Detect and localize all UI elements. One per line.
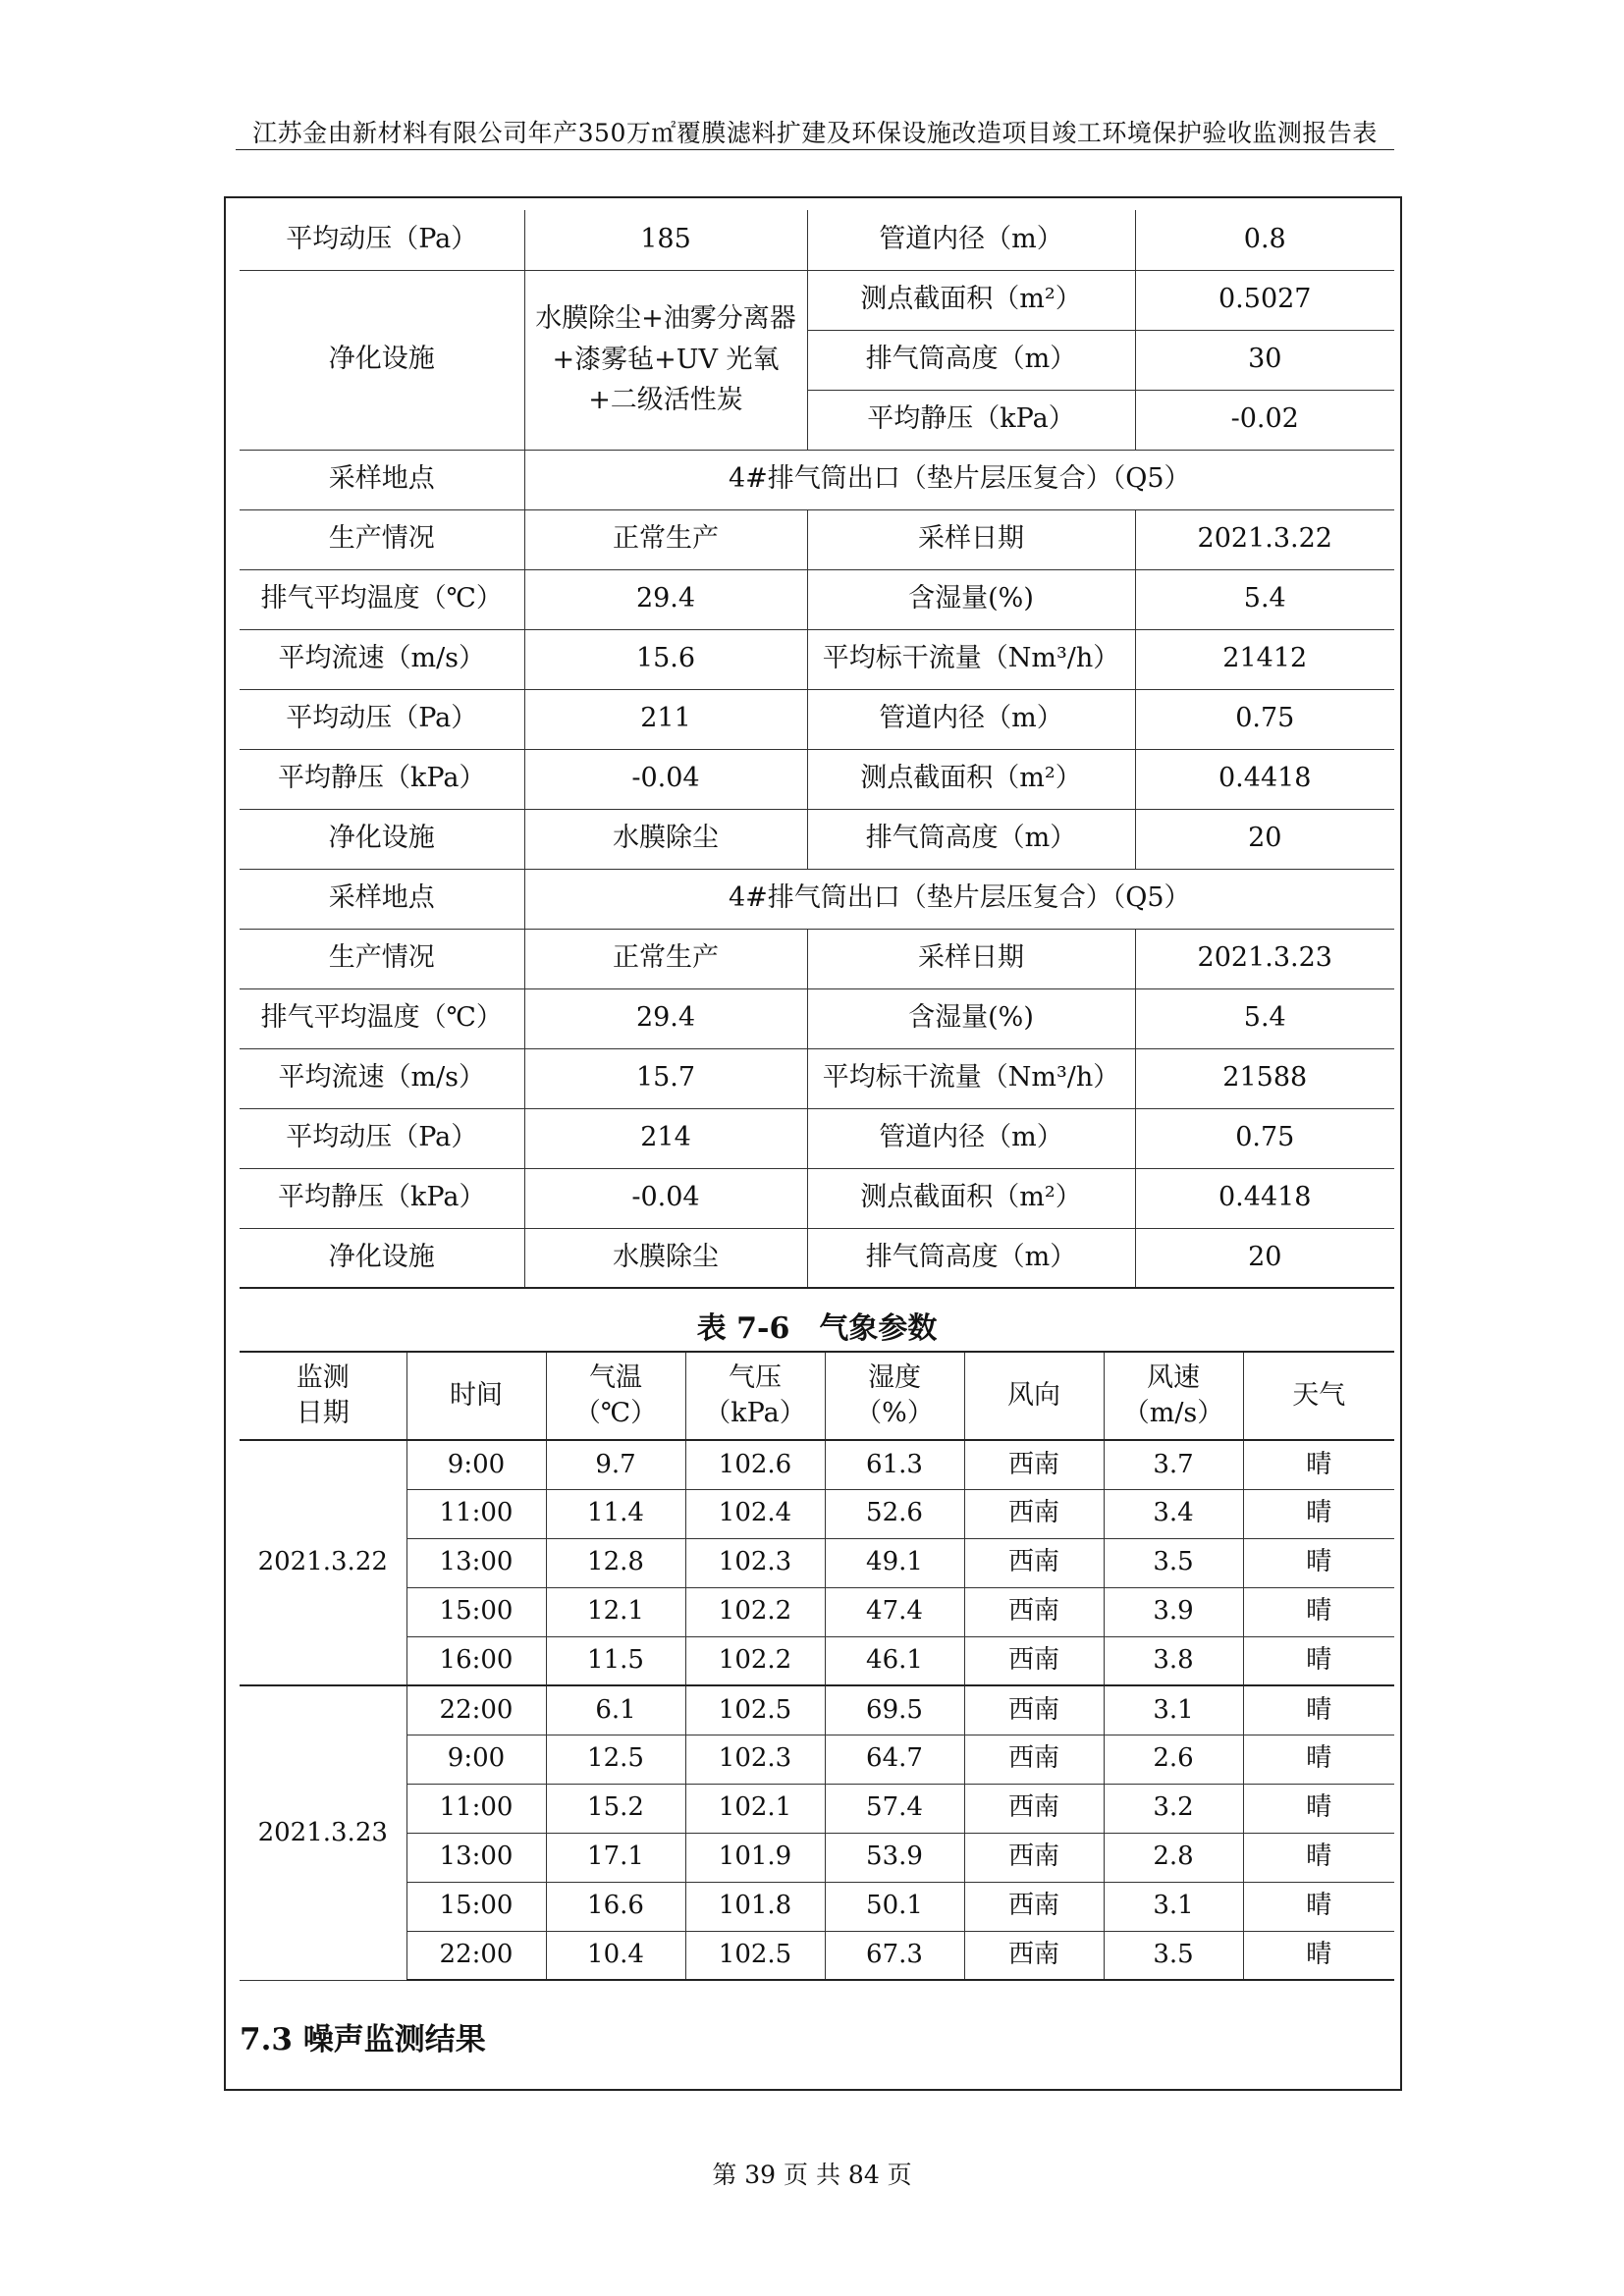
site-label: 采样地点	[240, 450, 524, 509]
table-cell: 49.1	[825, 1538, 964, 1587]
table-cell: 2.8	[1104, 1833, 1243, 1882]
column-header	[964, 1352, 1104, 1440]
table-row	[240, 210, 1394, 270]
column-header-text: （%）	[855, 1398, 934, 1428]
table-cell: 排气筒高度（m）	[807, 809, 1135, 869]
table-cell: 管道内径（m）	[807, 689, 1135, 749]
table-cell: 晴	[1243, 1489, 1394, 1538]
table-cell: 69.5	[825, 1685, 964, 1735]
table-cell: 3.9	[1104, 1587, 1243, 1636]
column-header-text: 湿度	[868, 1362, 921, 1393]
table-cell: 3.5	[1104, 1538, 1243, 1587]
table-cell: 0.75	[1135, 1108, 1394, 1168]
column-header-text: 风向	[1007, 1379, 1060, 1411]
table-cell: 21412	[1135, 629, 1394, 689]
table-cell: 晴	[1243, 1636, 1394, 1685]
site-value: 4#排气筒出口（垫片层压复合）（Q5）	[524, 450, 1394, 509]
table-header-row	[240, 1352, 1394, 1440]
table-cell: 101.9	[685, 1833, 825, 1882]
table-cell: 平均动压（Pa）	[240, 210, 524, 270]
table-cell: 52.6	[825, 1489, 964, 1538]
table-cell: 11.5	[546, 1636, 685, 1685]
table-cell: 晴	[1243, 1784, 1394, 1833]
facility-label: 净化设施	[240, 270, 524, 450]
table-cell: 平均静压（kPa）	[807, 390, 1135, 450]
table-cell: 53.9	[825, 1833, 964, 1882]
column-header	[240, 1352, 406, 1440]
table-cell: 西南	[964, 1833, 1104, 1882]
table-cell: 101.8	[685, 1882, 825, 1931]
date-cell: 2021.3.23	[240, 1685, 406, 1980]
column-header-text: 天气	[1292, 1379, 1346, 1411]
table-cell: 11:00	[406, 1784, 546, 1833]
table-cell: 64.7	[825, 1735, 964, 1784]
table-row	[240, 1833, 1394, 1882]
table-cell: 测点截面积（m²）	[807, 270, 1135, 330]
table-cell: 12.5	[546, 1735, 685, 1784]
table-cell: 测点截面积（m²）	[807, 1168, 1135, 1228]
table-cell: 102.5	[685, 1685, 825, 1735]
table-cell: 21588	[1135, 1048, 1394, 1108]
column-header-text: 气压	[729, 1362, 782, 1393]
table-cell: 20	[1135, 1228, 1394, 1288]
table-row	[240, 1587, 1394, 1636]
table-cell: 平均流速（m/s）	[240, 629, 524, 689]
date-cell: 2021.3.22	[240, 1440, 406, 1685]
table-cell: 晴	[1243, 1833, 1394, 1882]
column-header-text: 日期	[296, 1398, 350, 1428]
table-cell: 29.4	[524, 569, 807, 629]
table-row	[240, 929, 1394, 988]
table-cell: 9.7	[546, 1440, 685, 1489]
table-row	[240, 450, 1394, 509]
table-row	[240, 1489, 1394, 1538]
exhaust-monitoring-table	[240, 210, 1394, 1289]
table-row	[240, 509, 1394, 569]
table-cell: 22:00	[406, 1931, 546, 1980]
table-cell: 102.5	[685, 1931, 825, 1980]
table-row	[240, 988, 1394, 1048]
table-cell: 0.4418	[1135, 749, 1394, 809]
table-cell: 5.4	[1135, 988, 1394, 1048]
table-cell: 13:00	[406, 1833, 546, 1882]
table-cell: 47.4	[825, 1587, 964, 1636]
table-row	[240, 1685, 1394, 1735]
table-row	[240, 1931, 1394, 1980]
table-cell: 测点截面积（m²）	[807, 749, 1135, 809]
table-cell: 西南	[964, 1489, 1104, 1538]
table-cell: 29.4	[524, 988, 807, 1048]
table-cell: 3.7	[1104, 1440, 1243, 1489]
table-row	[240, 629, 1394, 689]
table-cell: 11:00	[406, 1489, 546, 1538]
table-cell: 生产情况	[240, 509, 524, 569]
table-cell: 102.1	[685, 1784, 825, 1833]
column-header	[546, 1352, 685, 1440]
table-cell: -0.04	[524, 749, 807, 809]
table-cell: 平均动压（Pa）	[240, 1108, 524, 1168]
table-cell: 211	[524, 689, 807, 749]
table-cell: 0.75	[1135, 689, 1394, 749]
table-cell: 晴	[1243, 1538, 1394, 1587]
table-cell: 晴	[1243, 1685, 1394, 1735]
table-cell: 9:00	[406, 1735, 546, 1784]
table-cell: 西南	[964, 1931, 1104, 1980]
table-cell: -0.02	[1135, 390, 1394, 450]
table-cell: 102.6	[685, 1440, 825, 1489]
table-cell: 西南	[964, 1882, 1104, 1931]
table-row	[240, 689, 1394, 749]
table-row	[240, 1882, 1394, 1931]
table-cell: 16:00	[406, 1636, 546, 1685]
table-cell: 3.4	[1104, 1489, 1243, 1538]
table-row	[240, 1538, 1394, 1587]
site-value: 4#排气筒出口（垫片层压复合）（Q5）	[524, 869, 1394, 929]
table-cell: 3.5	[1104, 1931, 1243, 1980]
table-cell: 晴	[1243, 1587, 1394, 1636]
table-cell: 西南	[964, 1735, 1104, 1784]
table-cell: 17.1	[546, 1833, 685, 1882]
table-cell: 西南	[964, 1636, 1104, 1685]
table-cell: 11.4	[546, 1489, 685, 1538]
table-cell: 15:00	[406, 1587, 546, 1636]
table-cell: 含湿量(%)	[807, 988, 1135, 1048]
column-header-text: （℃）	[573, 1398, 658, 1428]
table-cell: 排气平均温度（℃）	[240, 988, 524, 1048]
table-cell: 13:00	[406, 1538, 546, 1587]
column-header-text: （kPa）	[704, 1398, 806, 1428]
table-cell: 平均标干流量（Nm³/h）	[807, 1048, 1135, 1108]
table-row	[240, 869, 1394, 929]
table-cell: 平均动压（Pa）	[240, 689, 524, 749]
table-cell: 9:00	[406, 1440, 546, 1489]
table-cell: 水膜除尘	[524, 1228, 807, 1288]
table-cell: 20	[1135, 809, 1394, 869]
table-cell: 3.8	[1104, 1636, 1243, 1685]
table-cell: 采样日期	[807, 929, 1135, 988]
table-cell: 2021.3.22	[1135, 509, 1394, 569]
table-row	[240, 1636, 1394, 1685]
table-cell: 214	[524, 1108, 807, 1168]
table-cell: -0.04	[524, 1168, 807, 1228]
table-cell: 排气平均温度（℃）	[240, 569, 524, 629]
table-cell: 46.1	[825, 1636, 964, 1685]
table-cell: 正常生产	[524, 509, 807, 569]
report-header: 江苏金由新材料有限公司年产350万㎡覆膜滤料扩建及环保设施改造项目竣工环境保护验收监测报告表	[252, 119, 1378, 147]
table-cell: 67.3	[825, 1931, 964, 1980]
table-row	[240, 1228, 1394, 1288]
column-header-text: 时间	[450, 1379, 503, 1411]
header-divider	[236, 149, 1394, 150]
column-header	[1104, 1352, 1243, 1440]
table-cell: 水膜除尘	[524, 809, 807, 869]
column-header	[825, 1352, 964, 1440]
table-cell: 西南	[964, 1587, 1104, 1636]
table-cell: 15.6	[524, 629, 807, 689]
table-cell: 50.1	[825, 1882, 964, 1931]
table-cell: 3.1	[1104, 1882, 1243, 1931]
table-cell: 15.7	[524, 1048, 807, 1108]
table-row	[240, 1048, 1394, 1108]
column-header	[685, 1352, 825, 1440]
table-cell: 西南	[964, 1685, 1104, 1735]
table-cell: 30	[1135, 330, 1394, 390]
column-header-text: 风速	[1147, 1362, 1200, 1393]
table-cell: 净化设施	[240, 1228, 524, 1288]
table-cell: 西南	[964, 1784, 1104, 1833]
site-label: 采样地点	[240, 869, 524, 929]
table-cell: 57.4	[825, 1784, 964, 1833]
table-cell: 3.1	[1104, 1685, 1243, 1735]
table-cell: 10.4	[546, 1931, 685, 1980]
column-header-text: 气温	[589, 1362, 642, 1393]
table-cell: 管道内径（m）	[807, 1108, 1135, 1168]
table-cell: 15.2	[546, 1784, 685, 1833]
table-cell: 平均静压（kPa）	[240, 749, 524, 809]
table-cell: 晴	[1243, 1931, 1394, 1980]
table-cell: 12.8	[546, 1538, 685, 1587]
table-cell: 排气筒高度（m）	[807, 330, 1135, 390]
table-cell: 0.4418	[1135, 1168, 1394, 1228]
table-cell: 2021.3.23	[1135, 929, 1394, 988]
table-cell: 16.6	[546, 1882, 685, 1931]
table-row	[240, 270, 1394, 330]
table-cell: 102.4	[685, 1489, 825, 1538]
table-cell: 61.3	[825, 1440, 964, 1489]
table-row	[240, 1784, 1394, 1833]
table-cell: 102.2	[685, 1587, 825, 1636]
table-cell: 102.2	[685, 1636, 825, 1685]
table-cell: 平均静压（kPa）	[240, 1168, 524, 1228]
table-cell: 生产情况	[240, 929, 524, 988]
table-cell: 2.6	[1104, 1735, 1243, 1784]
table-cell: 15:00	[406, 1882, 546, 1931]
table-cell: 5.4	[1135, 569, 1394, 629]
table-cell: 净化设施	[240, 809, 524, 869]
column-header-text: 监测	[296, 1362, 350, 1393]
table-cell: 平均流速（m/s）	[240, 1048, 524, 1108]
table-row	[240, 1108, 1394, 1168]
table-cell: 102.3	[685, 1538, 825, 1587]
table-cell: 6.1	[546, 1685, 685, 1735]
column-header-text: （m/s）	[1122, 1398, 1224, 1428]
weather-table-title: 表 7-6 气象参数	[696, 1311, 938, 1346]
table-row	[240, 1440, 1394, 1489]
facility-value: 水膜除尘+油雾分离器+漆雾毡+UV 光氧+二级活性炭	[524, 270, 807, 450]
table-cell: 平均标干流量（Nm³/h）	[807, 629, 1135, 689]
table-cell: 102.3	[685, 1735, 825, 1784]
table-cell: 晴	[1243, 1735, 1394, 1784]
table-row	[240, 809, 1394, 869]
table-cell: 0.8	[1135, 210, 1394, 270]
table-cell: 3.2	[1104, 1784, 1243, 1833]
table-cell: 管道内径（m）	[807, 210, 1135, 270]
table-cell: 正常生产	[524, 929, 807, 988]
table-row	[240, 1735, 1394, 1784]
table-cell: 晴	[1243, 1882, 1394, 1931]
table-row	[240, 569, 1394, 629]
table-row	[240, 749, 1394, 809]
table-cell: 0.5027	[1135, 270, 1394, 330]
table-cell: 西南	[964, 1538, 1104, 1587]
table-cell: 185	[524, 210, 807, 270]
table-cell: 采样日期	[807, 509, 1135, 569]
column-header	[406, 1352, 546, 1440]
section-title: 7.3 噪声监测结果	[240, 2022, 486, 2057]
table-cell: 12.1	[546, 1587, 685, 1636]
table-cell: 排气筒高度（m）	[807, 1228, 1135, 1288]
table-cell: 22:00	[406, 1685, 546, 1735]
table-cell: 含湿量(%)	[807, 569, 1135, 629]
weather-parameters-table	[240, 1351, 1394, 1981]
column-header	[1243, 1352, 1394, 1440]
table-cell: 晴	[1243, 1440, 1394, 1489]
page-number: 第 39 页 共 84 页	[712, 2161, 912, 2189]
table-cell: 西南	[964, 1440, 1104, 1489]
table-row	[240, 1168, 1394, 1228]
